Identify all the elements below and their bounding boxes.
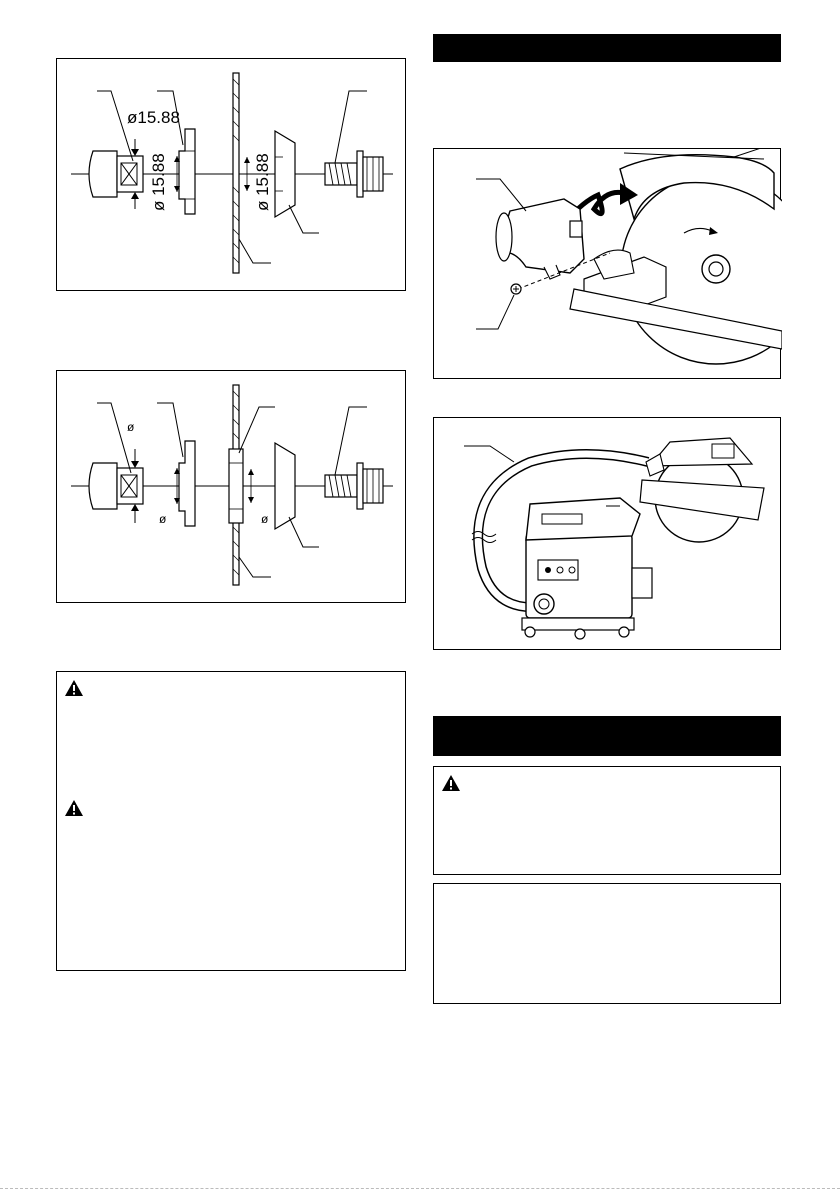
vacuum-connection-illustration bbox=[434, 418, 782, 651]
warning-triangle-icon bbox=[441, 774, 461, 792]
page-bottom-edge bbox=[0, 1188, 840, 1189]
flange-figure-2 bbox=[56, 370, 406, 603]
dimension-left-label: ø 15.88 bbox=[149, 153, 168, 211]
warning-triangle-icon bbox=[64, 799, 84, 817]
vacuum-connection-figure bbox=[433, 417, 781, 650]
section-header-bar-1 bbox=[433, 34, 781, 62]
dimension-top-label: ø15.88 bbox=[127, 108, 180, 127]
flange-diagram-1 bbox=[57, 59, 407, 292]
dimension-right-label: ø 15.88 bbox=[253, 153, 272, 211]
phi-top-label: ø bbox=[127, 420, 135, 434]
warning-triangle-icon bbox=[64, 679, 84, 697]
phi-left-label: ø bbox=[159, 512, 167, 526]
warning-box-right bbox=[433, 766, 781, 875]
warning-box-left bbox=[56, 671, 406, 971]
phi-right-label: ø bbox=[261, 512, 269, 526]
circular-saw-icon bbox=[640, 438, 764, 542]
flange-diagram-2 bbox=[57, 371, 407, 604]
dust-nozzle-figure bbox=[433, 148, 781, 379]
section-header-bar-2 bbox=[433, 716, 781, 756]
flange-figure-1 bbox=[56, 58, 406, 291]
dust-nozzle-illustration bbox=[434, 149, 782, 380]
notice-box-right bbox=[433, 883, 781, 1004]
vacuum-cleaner-icon bbox=[522, 498, 652, 639]
